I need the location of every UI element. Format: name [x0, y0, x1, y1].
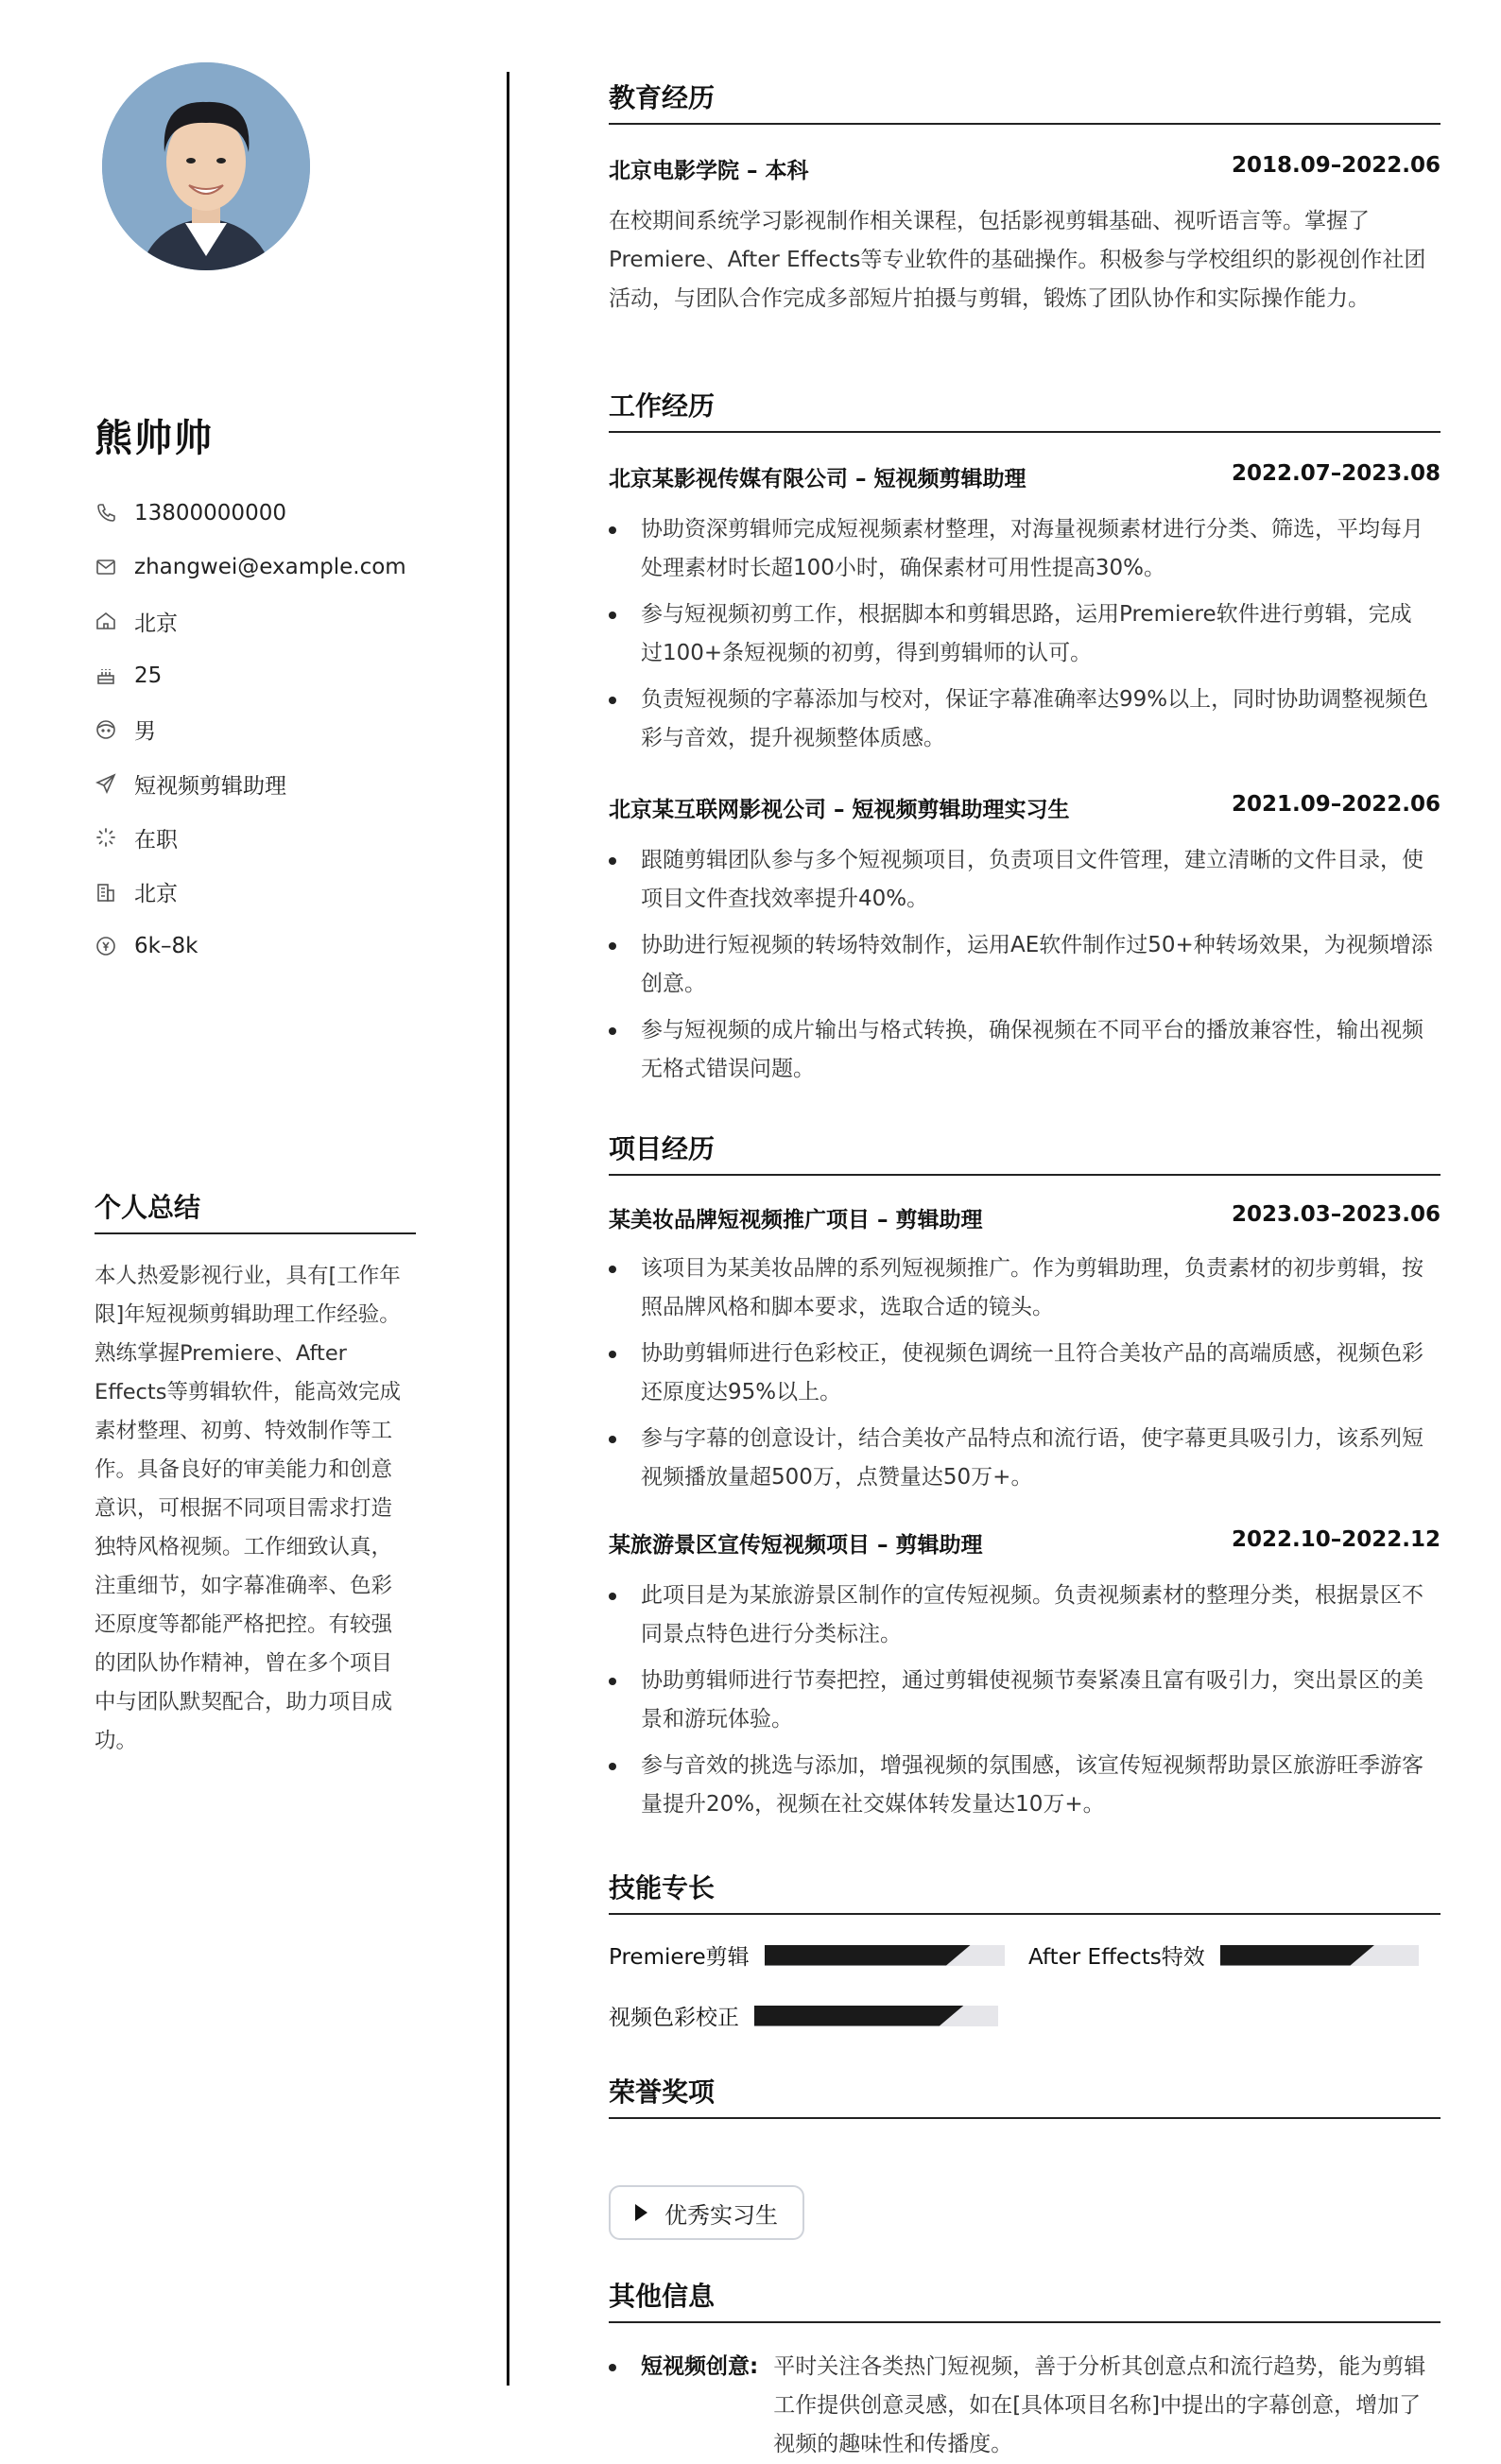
contact-info-list — [95, 486, 406, 974]
coin-icon — [95, 935, 117, 957]
avatar — [102, 62, 310, 270]
info-phone — [95, 486, 406, 540]
project-period: 2023.03–2023.06 — [1231, 1202, 1441, 1227]
home-icon — [95, 610, 117, 632]
project-bullet: 协助剪辑师进行节奏把控，通过剪辑使视频节奏紧凑且富有吸引力，突出景区的美景和游玩体验。 — [609, 1662, 1433, 1739]
summary-title: 个人总结 — [95, 1187, 416, 1234]
skill-name: After Effects特效 — [1028, 1945, 1205, 1970]
salary-text: 6k–8k — [134, 934, 198, 959]
job-period: 2021.09–2022.06 — [1231, 792, 1441, 817]
position-text: 短视频剪辑助理 — [134, 773, 286, 799]
job-bullet: 负责短视频的字幕添加与校对，保证字幕准确率达99%以上，同时协助调整视频色彩与音效，提升视频整体质感。 — [609, 681, 1433, 758]
info-location — [95, 594, 406, 648]
education-title: 教育经历 — [609, 78, 1441, 125]
profile-name: 熊帅帅 — [95, 417, 214, 460]
skill-bar-fill — [1220, 1945, 1375, 1966]
job-bullet-list — [609, 510, 1433, 766]
job-bullet: 协助资深剪辑师完成短视频素材整理，对海量视频素材进行分类、筛选，平均每月处理素材时长超100小时，确保素材可用性提高30%。 — [609, 510, 1433, 588]
gender-text: 男 — [134, 719, 156, 745]
other-item — [609, 2348, 1441, 2464]
info-gender — [95, 702, 406, 756]
job-bullet-list — [609, 841, 1433, 1096]
summary-text: 本人热爱影视行业，具有[工作年限]年短视频剪辑助理工作经验。熟练掌握Premiere、After Effects等剪辑软件，能高效完成素材整理、初剪、特效制作等工作。具备良好的审美能力和创意意识，可根据不同项目需求打造独特风格视频。工作细致认真，注重细节，如字幕准确率、色彩还原度等都能严格把控。有较强的团队协作精神，曾在多个项目中与团队默契配合，助力项目成功。 — [95, 1264, 401, 1753]
column-divider — [507, 72, 509, 2386]
status-text: 在职 — [134, 827, 178, 853]
phone-text[interactable]: 13800000000 — [134, 500, 286, 526]
skill-bar-track — [754, 2006, 998, 2026]
age-text: 25 — [134, 663, 163, 688]
bullet-dot — [609, 2364, 616, 2371]
project-bullet-list — [609, 1577, 1433, 1832]
projects-title: 项目经历 — [609, 1129, 1441, 1176]
avatar-photo-icon — [102, 62, 310, 270]
skill-bar-fill — [754, 2006, 964, 2026]
skill-bar-track — [765, 1945, 1005, 1966]
education-period: 2018.09–2022.06 — [1231, 153, 1441, 178]
info-age — [95, 648, 406, 702]
project-bullet: 该项目为某美妆品牌的系列短视频推广。作为剪辑助理，负责素材的初步剪辑，按照品牌风格和脚本要求，选取合适的镜头。 — [609, 1249, 1433, 1327]
info-email — [95, 540, 406, 594]
other-label: 短视频创意: — [641, 2354, 759, 2379]
job-period: 2022.07–2023.08 — [1231, 461, 1441, 486]
education-desc: 在校期间系统学习影视制作相关课程，包括影视剪辑基础、视听语言等。掌握了Premiere、After Effects等专业软件的基础操作。积极参与学校组织的影视创作社团活动，与团队合作完成多部短片拍摄与剪辑，锻炼了团队协作和实际操作能力。 — [609, 209, 1426, 311]
education-school: 北京电影学院 – 本科 — [609, 159, 809, 183]
honor-tag[interactable] — [609, 2185, 804, 2240]
info-salary — [95, 919, 406, 973]
job-bullet: 协助进行短视频的转场特效制作，运用AE软件制作过50+种转场效果，为视频增添创意。 — [609, 926, 1433, 1004]
project-title: 某旅游景区宣传短视频项目 – 剪辑助理 — [609, 1533, 983, 1558]
target-city-text: 北京 — [134, 882, 178, 907]
job-title: 北京某互联网影视公司 – 短视频剪辑助理实习生 — [609, 798, 1070, 822]
job-title: 北京某影视传媒有限公司 – 短视频剪辑助理 — [609, 467, 1027, 491]
skill-item — [1028, 1939, 1419, 1971]
mail-icon — [95, 556, 117, 578]
project-header — [609, 1202, 1441, 1233]
project-bullet-list — [609, 1249, 1433, 1505]
project-bullet: 协助剪辑师进行色彩校正，使视频色调统一且符合美妆产品的高端质感，视频色彩还原度达95%以上。 — [609, 1335, 1433, 1412]
job-bullet: 参与短视频的成片输出与格式转换，确保视频在不同平台的播放兼容性，输出视频无格式错误问题。 — [609, 1011, 1433, 1089]
project-title: 某美妆品牌短视频推广项目 – 剪辑助理 — [609, 1208, 983, 1232]
education-header — [609, 153, 1441, 184]
info-target-city — [95, 865, 406, 919]
project-period: 2022.10–2022.12 — [1231, 1527, 1441, 1552]
person-face-icon — [95, 718, 117, 741]
honors-title: 荣誉奖项 — [609, 2072, 1441, 2119]
info-status — [95, 811, 406, 865]
status-loading-icon — [95, 826, 117, 849]
skill-item — [609, 2000, 998, 2031]
project-header — [609, 1527, 1441, 1559]
skill-bar-track — [1220, 1945, 1419, 1966]
phone-icon — [95, 502, 117, 525]
job-header — [609, 792, 1441, 823]
skill-name: 视频色彩校正 — [609, 2006, 739, 2030]
info-position — [95, 756, 406, 810]
project-bullet: 参与音效的挑选与添加，增强视频的氛围感，该宣传短视频帮助景区旅游旺季游客量提升20%，视频在社交媒体转发量达10万+。 — [609, 1747, 1433, 1824]
job-bullet: 跟随剪辑团队参与多个短视频项目，负责项目文件管理，建立清晰的文件目录，使项目文件查找效率提升40%。 — [609, 841, 1433, 919]
play-icon — [635, 2204, 647, 2221]
project-bullet: 此项目是为某旅游景区制作的宣传短视频。负责视频素材的整理分类，根据景区不同景点特色进行分类标注。 — [609, 1577, 1433, 1654]
honor-label: 优秀实习生 — [664, 2201, 778, 2229]
send-icon — [95, 772, 117, 795]
other-title: 其他信息 — [609, 2276, 1441, 2323]
work-title: 工作经历 — [609, 386, 1441, 433]
skill-name: Premiere剪辑 — [609, 1945, 750, 1970]
job-bullet: 参与短视频初剪工作，根据脚本和剪辑思路，运用Premiere软件进行剪辑，完成过100+条短视频的初剪，得到剪辑师的认可。 — [609, 595, 1433, 673]
project-bullet: 参与字幕的创意设计，结合美妆产品特点和流行语，使字幕更具吸引力，该系列短视频播放量超500万，点赞量达50万+。 — [609, 1420, 1433, 1497]
other-text: 平时关注各类热门短视频，善于分析其创意点和流行趋势，能为剪辑工作提供创意灵感，如在[具体项目名称]中提出的字幕创意，增加了视频的趣味性和传播度。 — [773, 2354, 1426, 2456]
skill-bar-fill — [765, 1945, 971, 1966]
cake-icon — [95, 664, 117, 687]
job-header — [609, 461, 1441, 492]
skill-item — [609, 1939, 1005, 1971]
location-text: 北京 — [134, 611, 178, 636]
email-text[interactable]: zhangwei@example.com — [134, 554, 406, 579]
building-icon — [95, 881, 117, 904]
skills-title: 技能专长 — [609, 1868, 1441, 1915]
